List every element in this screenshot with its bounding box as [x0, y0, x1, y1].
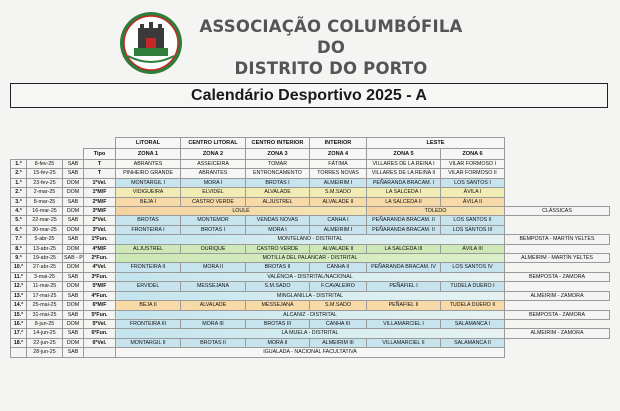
zone3-location: BROTAS I	[246, 178, 310, 187]
classic-empty	[505, 160, 610, 169]
race-type: 1ºFun.	[84, 235, 116, 244]
calendar-row	[11, 169, 610, 178]
race-type: 4ºVel.	[84, 263, 116, 272]
classic-empty	[505, 244, 610, 253]
week-number: 2.ª	[11, 188, 27, 197]
race-type: 1ºM/F	[84, 188, 116, 197]
race-location-all-zones: VALÊNCIA - DISTRITAL/NACIONAL	[116, 272, 505, 281]
calendar-row	[11, 338, 610, 347]
week-number: 7.ª	[11, 235, 27, 244]
race-date: 22-jun-25	[27, 338, 63, 347]
calendar-row	[11, 160, 610, 169]
calendar-row	[11, 254, 610, 263]
race-date: 3-mai-25	[27, 272, 63, 281]
calendar-body	[11, 160, 610, 358]
zone5-location: PEÑARANDA BRACAM. IV	[367, 263, 441, 272]
zone4-location: CANHA II	[310, 263, 367, 272]
zone2-location: ABRANTES	[181, 169, 246, 178]
week-number: 17.ª	[11, 329, 27, 338]
race-type: T	[84, 160, 116, 169]
classic-empty	[505, 319, 610, 328]
classic-empty	[505, 282, 610, 291]
col-header-tipo: Tipo	[84, 149, 116, 160]
zone4-location: FÁTIMA	[310, 160, 367, 169]
zone3-location: MORA II	[246, 338, 310, 347]
race-location-all-zones: IGUALADA - NACIONAL FACULTATIVA	[116, 348, 505, 357]
race-day: SAB	[63, 329, 84, 338]
zone4-location: TORRES NOVAS	[310, 169, 367, 178]
column-header-row	[11, 149, 610, 160]
zone5-location: PEÑAFIEL II	[367, 301, 441, 310]
calendar-row	[11, 197, 610, 206]
week-number: 8.ª	[11, 244, 27, 253]
week-number: 16.ª	[11, 319, 27, 328]
org-name-line1: ASSOCIAÇÃO COLUMBÓFILA DO	[199, 17, 463, 57]
race-type: 5ºM/F	[84, 282, 116, 291]
zone5-location: VILLAMARCIEL I	[367, 319, 441, 328]
classic-empty	[505, 301, 610, 310]
race-date: 30-mar-25	[27, 225, 63, 234]
zone3-location: BROTAS II	[246, 263, 310, 272]
race-location-all-zones: MINGLANILLA - DISTRITAL	[116, 291, 505, 300]
week-number: 1.ª	[11, 160, 27, 169]
zone6-location: TUDELA DUERO II	[441, 301, 505, 310]
zone5-location: LA SALCEDA II	[367, 197, 441, 206]
week-number: 13.ª	[11, 291, 27, 300]
race-location-all-zones: ALCANIZ - DISTRITAL	[116, 310, 505, 319]
race-day: SAB	[63, 197, 84, 206]
zone4-location: ALMEIRIM III	[310, 338, 367, 347]
zone6-location: LOS SANTOS III	[441, 225, 505, 234]
zone1-location: PINHEIRO GRANDE	[116, 169, 181, 178]
race-day: SAB	[63, 216, 84, 225]
zone1-location: BROTAS	[116, 216, 181, 225]
zone4-location: ALVALADE II	[310, 244, 367, 253]
zone6-location: LOS SANTOS IV	[441, 263, 505, 272]
zone1-location: FRONTEIRA II	[116, 263, 181, 272]
race-day: SAB	[63, 235, 84, 244]
race-date: 14-jun-25	[27, 329, 63, 338]
race-date: 13-abr-25	[27, 244, 63, 253]
col-header-zona1: ZONA 1	[116, 149, 181, 160]
race-date: 11-mai-25	[27, 282, 63, 291]
zone4-location: S.M.SADO	[310, 188, 367, 197]
zone4-location: CANHA III	[310, 319, 367, 328]
race-day: DOM	[63, 207, 84, 216]
zone1-location: ERVIDEL	[116, 282, 181, 291]
race-day: SAB	[63, 310, 84, 319]
zone2-location: MORA I	[181, 178, 246, 187]
week-number: 9.ª	[11, 254, 27, 263]
group-header-centro-interior: CENTRO INTERIOR	[246, 138, 310, 149]
classic-empty	[505, 263, 610, 272]
week-number: 3.ª	[11, 197, 27, 206]
zone2-location: CASTRO VERDE	[181, 197, 246, 206]
calendar-row	[11, 291, 610, 300]
calendar-row	[11, 225, 610, 234]
race-date: 27-abr-25	[27, 263, 63, 272]
classic-race: ALMEIRIM - ZAMORA	[505, 291, 610, 300]
classic-race: BEMPOSTA - ZAMORA	[505, 272, 610, 281]
zone2-location: MONTEMOR	[181, 216, 246, 225]
race-date: 31-mai-25	[27, 310, 63, 319]
col-header-zona2: ZONA 2	[181, 149, 246, 160]
zone6-location: SALAMANCA II	[441, 338, 505, 347]
group-header-centro-litoral: CENTRO LITORAL	[181, 138, 246, 149]
race-day: SAB	[63, 291, 84, 300]
zone3-location: MESSEJANA	[246, 301, 310, 310]
race-type	[84, 348, 116, 357]
zone2-location: BROTAS II	[181, 338, 246, 347]
group-header-interior: INTERIOR	[310, 138, 367, 149]
race-type: 3ºM/F	[84, 207, 116, 216]
classic-empty	[505, 188, 610, 197]
classic-race: BEMPOSTA - ZAMORA	[505, 310, 610, 319]
organization-name	[196, 16, 466, 79]
zone3-location: ALJUSTREL	[246, 197, 310, 206]
zone1-location: FRONTEIRA III	[116, 319, 181, 328]
week-number: 14.ª	[11, 301, 27, 310]
zone3-location: BROTAS III	[246, 319, 310, 328]
race-type: 2ºFun.	[84, 254, 116, 263]
zone1-location: ABRANTES	[116, 160, 181, 169]
race-date: 5-abr-25	[27, 235, 63, 244]
zone1-location: FRONTEIRA I	[116, 225, 181, 234]
race-day: SAB - P	[64, 255, 83, 262]
classic-empty	[505, 348, 610, 357]
association-logo	[116, 10, 186, 76]
calendar-row	[11, 244, 610, 253]
zone2-location: BROTAS I	[181, 225, 246, 234]
race-day: DOM	[63, 338, 84, 347]
classic-empty	[505, 178, 610, 187]
zone6-location: ÁVILA II	[441, 197, 505, 206]
zone6-location: ÁVILA I	[441, 188, 505, 197]
group-header-row	[11, 138, 610, 149]
race-type: T	[84, 169, 116, 178]
zone5-location: PEÑARANDA BRACAM. II	[367, 225, 441, 234]
calendar-row	[11, 188, 610, 197]
calendar-table	[10, 137, 610, 358]
zone5-location: VILLARES DE LA REINA II	[367, 169, 441, 178]
race-date: 8-fev-25	[27, 160, 63, 169]
classic-empty	[505, 216, 610, 225]
zone4-location: ALMEIRIM I	[310, 225, 367, 234]
race-date: 8-mar-25	[27, 197, 63, 206]
zone4-location: S.M.SADO	[310, 301, 367, 310]
zone5-location: LA SALCEDA I	[367, 188, 441, 197]
race-type: 4ºM/F	[84, 244, 116, 253]
race-date: 28-jun-25	[27, 348, 63, 357]
calendar-row	[11, 235, 610, 244]
zone3-location: ALVALADE	[246, 188, 310, 197]
race-day: DOM	[63, 188, 84, 197]
classic-race: BEMPOSTA - MARTÍN YELTES	[505, 235, 610, 244]
race-type: 5ºFun.	[84, 310, 116, 319]
zone3-location: MORA I	[246, 225, 310, 234]
race-date: 25-mai-25	[27, 301, 63, 310]
zone6-location: VILAR FORMOSO I	[441, 160, 505, 169]
calendar-row	[11, 272, 610, 281]
week-number: 15.ª	[11, 310, 27, 319]
zone6-location: TUDELA DUERO I	[441, 282, 505, 291]
race-type: 6ºVel.	[84, 338, 116, 347]
race-type: 4ºFun.	[84, 291, 116, 300]
calendar-row	[11, 301, 610, 310]
zone4-location: ALVALADE II	[310, 197, 367, 206]
zone1-location: BEJA I	[116, 197, 181, 206]
zone2-location: MESSEJANA	[181, 282, 246, 291]
zone4-location: F.CAVALEIRO	[310, 282, 367, 291]
col-header-zona5: ZONA 5	[367, 149, 441, 160]
zone1-location: ALJUSTREL	[116, 244, 181, 253]
race-type: 1ºVel.	[84, 178, 116, 187]
race-day: SAB	[63, 348, 84, 357]
race-type: 5ºVel.	[84, 319, 116, 328]
race-day: DOM	[63, 225, 84, 234]
race-date: 22-mar-25	[27, 216, 63, 225]
race-day: DOM	[63, 319, 84, 328]
zone3-location: ENTRONCAMENTO	[246, 169, 310, 178]
calendar-row	[11, 263, 610, 272]
race-type: 2ºVel.	[84, 216, 116, 225]
calendar-row	[11, 207, 610, 216]
classic-empty	[505, 197, 610, 206]
race-date: 2-mar-25	[27, 188, 63, 197]
week-number: 12.ª	[11, 282, 27, 291]
race-type: 6ºFun.	[84, 329, 116, 338]
calendar-title: Calendário Desportivo 2025 - A	[10, 83, 608, 108]
group-header-litoral: LITORAL	[116, 138, 181, 149]
race-location-all-zones: MOTILLA DEL PALANCAR - DISTRITAL	[116, 254, 505, 263]
col-header-zona3: ZONA 3	[246, 149, 310, 160]
classic-race: ALMEIRIM - MARTÍN YELTES	[505, 254, 610, 263]
zone3-location: TOMAR	[246, 160, 310, 169]
race-day: SAB	[63, 272, 84, 281]
zone5-location: LA SALCEDA III	[367, 244, 441, 253]
race-date: 17-mai-25	[27, 291, 63, 300]
race-date: 23-fev-25	[27, 178, 63, 187]
calendar-row	[11, 348, 610, 357]
col-header-zona6: ZONA 6	[441, 149, 505, 160]
org-name-line2: DISTRITO DO PORTO	[234, 59, 428, 78]
classic-empty	[505, 169, 610, 178]
race-day: SAB	[63, 160, 84, 169]
race-day: DOM	[63, 263, 84, 272]
race-date: 15-fev-25	[27, 169, 63, 178]
race-type: 6ºM/F	[84, 301, 116, 310]
classicas-label: CLÁSSICAS	[505, 207, 610, 216]
week-number: 5.ª	[11, 216, 27, 225]
race-location-west: LOULÉ	[116, 207, 367, 216]
race-day: DOM	[63, 244, 84, 253]
week-number	[11, 348, 27, 357]
classic-race: ALMEIRIM - ZAMORA	[505, 329, 610, 338]
race-day: SAB	[63, 169, 84, 178]
calendar-row	[11, 178, 610, 187]
zone2-location: ALVALADE	[181, 301, 246, 310]
zone5-location: PEÑARANDA BRACAM. I	[367, 178, 441, 187]
race-location-all-zones: MONTELANO - DISTRITAL	[116, 235, 505, 244]
calendar-row	[11, 329, 610, 338]
race-day: DOM	[63, 282, 84, 291]
race-type: 2ºM/F	[84, 197, 116, 206]
zone2-location: MORA III	[181, 319, 246, 328]
zone5-location: VILLARES DE LA REINA I	[367, 160, 441, 169]
zone6-location: SALAMANCA I	[441, 319, 505, 328]
race-date: 19-abr-25	[27, 254, 63, 263]
week-number: 6.ª	[11, 225, 27, 234]
zone2-location: MORA II	[181, 263, 246, 272]
zone6-location: LOS SANTOS II	[441, 216, 505, 225]
classic-empty	[505, 338, 610, 347]
zone6-location: ÁVILA III	[441, 244, 505, 253]
race-date: 16-mar-25	[27, 207, 63, 216]
race-date: 8-jun-25	[27, 319, 63, 328]
week-number: 1.ª	[11, 178, 27, 187]
zone3-location: CASTRO VERDE	[246, 244, 310, 253]
calendar-row	[11, 216, 610, 225]
race-type: 3ºFun.	[84, 272, 116, 281]
race-location-all-zones: LA MUELA - DISTRITAL	[116, 329, 505, 338]
week-number: 2.ª	[11, 169, 27, 178]
zone1-location: BEJA II	[116, 301, 181, 310]
calendar-row	[11, 282, 610, 291]
group-header-leste: LESTE	[367, 138, 505, 149]
zone2-location: ELVIDEL	[181, 188, 246, 197]
race-day: DOM	[63, 301, 84, 310]
zone3-location: S.M.SADO	[246, 282, 310, 291]
zone2-location: ASSEICEIRA	[181, 160, 246, 169]
zone5-location: PEÑARANDA BRACAM. II	[367, 216, 441, 225]
classic-empty	[505, 225, 610, 234]
zone3-location: VENDAS NOVAS	[246, 216, 310, 225]
zone6-location: VILAR FORMOSO II	[441, 169, 505, 178]
zone1-location: VIDIGUEIRA	[116, 188, 181, 197]
zone2-location: OURIQUE	[181, 244, 246, 253]
zone5-location: VILLAMARCIEL II	[367, 338, 441, 347]
calendar-row	[11, 310, 610, 319]
race-day: DOM	[63, 178, 84, 187]
race-location-east: TOLEDO	[367, 207, 505, 216]
zone6-location: LOS SANTOS I	[441, 178, 505, 187]
week-number: 10.ª	[11, 263, 27, 272]
week-number: 11.ª	[11, 272, 27, 281]
week-number: 4.ª	[11, 207, 27, 216]
zone5-location: PEÑAFIEL I	[367, 282, 441, 291]
zone4-location: CANHA I	[310, 216, 367, 225]
zone1-location: MONTARGIL I	[116, 178, 181, 187]
col-header-zona4: ZONA 4	[310, 149, 367, 160]
race-type: 3ºVel.	[84, 225, 116, 234]
zone1-location: MONTARGIL II	[116, 338, 181, 347]
week-number: 18.ª	[11, 338, 27, 347]
calendar-row	[11, 319, 610, 328]
zone4-location: ALMEIRIM I	[310, 178, 367, 187]
